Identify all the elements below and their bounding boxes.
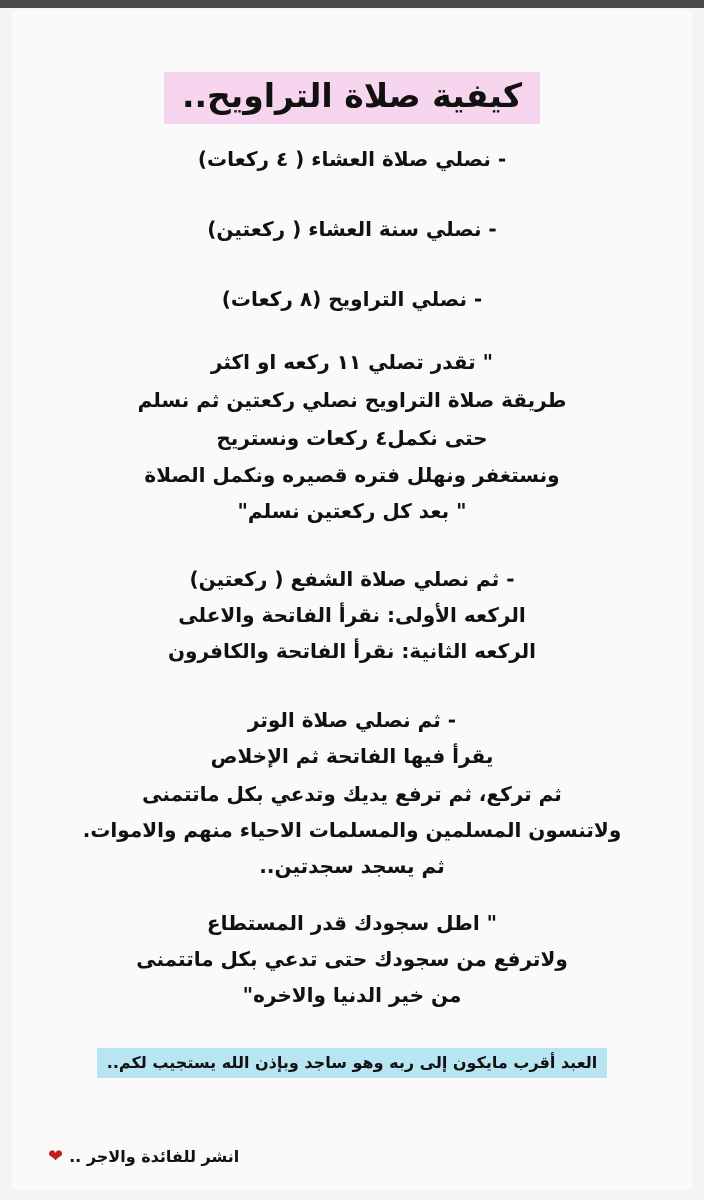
text-line-note-start: " تقدر تصلي ١١ ركعه او اكثر xyxy=(210,350,494,374)
text-line-witr-muslims: ولاتنسون المسلمين والمسلمات الاحياء منهم والاموات. xyxy=(82,818,622,842)
text-line-witr-sujood: ثم يسجد سجدتين.. xyxy=(259,854,445,878)
text-line-taraweeh: - نصلي التراويح (٨ ركعات) xyxy=(221,287,483,311)
footer-note xyxy=(48,1146,239,1167)
text-line-shafa-first: الركعه الأولى: نقرأ الفاتحة والاعلى xyxy=(178,603,526,627)
text-line-isha-sunnah: - نصلي سنة العشاء ( ركعتين) xyxy=(207,217,497,241)
text-line-shafa-second: الركعه الثانية: نقرأ الفاتحة والكافرون xyxy=(167,639,537,663)
heart-icon: ❤ xyxy=(48,1146,64,1167)
highlighted-quote: العبد أقرب مايكون إلى ربه وهو ساجد وبإذن الله يستجيب لكم.. xyxy=(97,1048,607,1078)
text-line-sujood-start: " اطل سجودك قدر المستطاع xyxy=(206,911,498,935)
text-line-isha: - نصلي صلاة العشاء ( ٤ ركعات) xyxy=(197,147,507,171)
footer-text: انشر للفائدة والاجر .. xyxy=(69,1147,240,1166)
text-line-rest: حتى نكمل٤ ركعات ونستريح xyxy=(216,426,488,450)
highlight-container xyxy=(0,1048,704,1078)
text-line-witr-reading: يقرأ فيها الفاتحة ثم الإخلاص xyxy=(210,744,494,768)
text-line-istighfar: ونستغفر ونهلل فتره قصيره ونكمل الصلاة xyxy=(144,463,560,487)
text-line-note-end: " بعد كل ركعتين نسلم" xyxy=(237,499,467,523)
text-line-sujood-dua: ولاترفع من سجودك حتى تدعي بكل ماتتمنى xyxy=(136,947,568,971)
title-container xyxy=(0,72,704,124)
page-title: كيفية صلاة التراويح.. xyxy=(164,72,540,124)
text-line-sujood-end: من خير الدنيا والاخره" xyxy=(242,983,462,1007)
text-line-witr-dua: ثم تركع، ثم ترفع يديك وتدعي بكل ماتتمنى xyxy=(142,782,562,806)
text-line-witr: - ثم نصلي صلاة الوتر xyxy=(247,708,457,732)
top-status-strip xyxy=(0,0,704,8)
text-line-shafa: - ثم نصلي صلاة الشفع ( ركعتين) xyxy=(189,567,515,591)
text-line-method: طريقة صلاة التراويح نصلي ركعتين ثم نسلم xyxy=(137,388,567,412)
